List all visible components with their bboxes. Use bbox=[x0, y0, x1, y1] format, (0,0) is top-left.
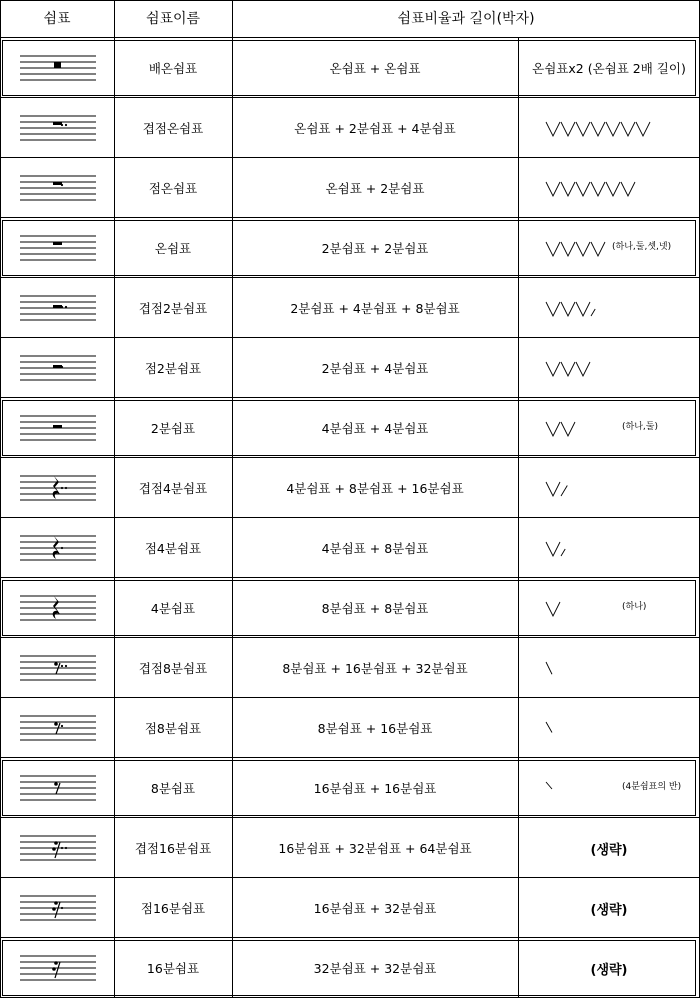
rest-dot bbox=[65, 665, 67, 667]
row-divider bbox=[0, 97, 700, 98]
rest-name: 겹점16분쉼표 bbox=[134, 841, 212, 856]
rest-ratio: 8분쉼표 + 8분쉼표 bbox=[321, 601, 429, 616]
row-divider bbox=[0, 157, 700, 158]
rest-length bbox=[518, 878, 700, 938]
rest-flag bbox=[54, 722, 58, 726]
beat-mark bbox=[546, 362, 560, 376]
double-dotted-whole-rest-icon bbox=[20, 112, 96, 144]
rest-ratio: 4분쉼표 + 4분쉼표 bbox=[321, 421, 429, 436]
rest-ratio: 4분쉼표 + 8분쉼표 bbox=[321, 541, 429, 556]
beat-marks bbox=[544, 698, 563, 758]
rest-flag bbox=[54, 662, 58, 666]
beat-mark bbox=[576, 182, 590, 196]
beat-mark bbox=[546, 302, 560, 316]
row-divider bbox=[0, 697, 700, 698]
beat-note: (하나,둘) bbox=[622, 422, 658, 432]
beat-mark bbox=[621, 122, 635, 136]
partial-beat-mark bbox=[561, 486, 567, 497]
rest-flag bbox=[54, 901, 58, 905]
length-text: (생략) bbox=[590, 842, 628, 858]
rest-name: 배온쉼표 bbox=[148, 61, 198, 76]
table-top-border bbox=[0, 0, 700, 1]
partial-beat-mark bbox=[591, 309, 595, 316]
dotted-half-rest-icon bbox=[20, 352, 96, 384]
rest-length bbox=[518, 158, 700, 218]
double-dotted-eighth-rest-icon bbox=[20, 652, 96, 684]
beat-note: (하나) bbox=[622, 602, 647, 612]
beat-mark bbox=[561, 362, 575, 376]
beat-mark bbox=[636, 122, 650, 136]
length-text: (생략) bbox=[590, 962, 628, 978]
beat-note: (4분쉼표의 반) bbox=[622, 782, 682, 792]
rest-glyph bbox=[53, 365, 62, 368]
beat-note: (하나,둘,셋,넷) bbox=[612, 242, 672, 252]
rest-name: 겹점8분쉼표 bbox=[138, 661, 208, 676]
column-divider bbox=[114, 0, 115, 998]
rest-name: 16분쉼표 bbox=[146, 961, 200, 976]
rest-ratio: 2분쉼표 + 2분쉼표 bbox=[321, 241, 429, 256]
rest-name: 겹점온쉼표 bbox=[142, 121, 204, 136]
table-row bbox=[0, 878, 700, 938]
rest-glyph bbox=[53, 305, 62, 308]
table-row bbox=[0, 818, 700, 878]
table-row bbox=[0, 158, 700, 218]
beat-mark bbox=[561, 182, 575, 196]
rest-ratio: 16분쉼표 + 16분쉼표 bbox=[313, 781, 437, 796]
beat-mark bbox=[576, 362, 590, 376]
beat-marks bbox=[544, 638, 563, 698]
rest-ratio: 2분쉼표 + 4분쉼표 bbox=[321, 361, 429, 376]
row-divider bbox=[0, 277, 700, 278]
highlight-frame bbox=[2, 40, 696, 96]
rest-flag bbox=[54, 841, 58, 845]
beat-mark bbox=[606, 182, 620, 196]
dotted-whole-rest-icon bbox=[20, 172, 96, 204]
row-divider bbox=[0, 877, 700, 878]
partial-beat-mark bbox=[546, 662, 552, 674]
header-name: 쉼표이름 bbox=[145, 11, 201, 27]
rest-ratio: 온쉼표 + 2분쉼표 bbox=[325, 181, 425, 196]
beat-mark bbox=[576, 302, 590, 316]
highlight-frame bbox=[2, 220, 696, 276]
rest-ratio: 4분쉼표 + 8분쉼표 + 16분쉼표 bbox=[286, 481, 464, 496]
rest-dot bbox=[65, 124, 67, 126]
table-row bbox=[0, 458, 700, 518]
rest-dot bbox=[65, 847, 67, 849]
row-divider bbox=[0, 517, 700, 518]
rest-length bbox=[518, 818, 700, 878]
rest-length bbox=[518, 278, 700, 338]
partial-beat-mark bbox=[546, 722, 552, 733]
rest-dot bbox=[61, 725, 63, 727]
rest-name: 겹점4분쉼표 bbox=[138, 481, 208, 496]
rest-flag bbox=[52, 907, 56, 911]
rest-name: 점4분쉼표 bbox=[144, 541, 202, 556]
row-divider bbox=[0, 397, 700, 398]
beat-mark bbox=[546, 482, 560, 496]
rest-dot bbox=[61, 665, 63, 667]
rest-ratio: 온쉼표 + 2분쉼표 + 4분쉼표 bbox=[294, 121, 456, 136]
beat-marks bbox=[544, 158, 638, 218]
beat-mark bbox=[591, 182, 605, 196]
table-row bbox=[0, 638, 700, 698]
rest-length bbox=[518, 98, 700, 158]
rest-dot bbox=[61, 306, 63, 308]
dotted-quarter-rest-icon bbox=[20, 532, 96, 564]
rest-ratio: 2분쉼표 + 4분쉼표 + 8분쉼표 bbox=[290, 301, 460, 316]
rest-length bbox=[518, 458, 700, 518]
rest-name: 겹점2분쉼표 bbox=[138, 301, 208, 316]
row-divider bbox=[0, 337, 700, 338]
beat-marks bbox=[544, 338, 593, 398]
rest-ratio: 온쉼표 + 온쉼표 bbox=[329, 61, 421, 76]
column-divider bbox=[0, 0, 1, 998]
row-divider bbox=[0, 757, 700, 758]
row-divider bbox=[0, 937, 700, 938]
beat-marks bbox=[544, 518, 578, 578]
row-divider bbox=[0, 817, 700, 818]
rest-length bbox=[518, 338, 700, 398]
table-row bbox=[0, 698, 700, 758]
rest-dot bbox=[65, 306, 67, 308]
highlight-frame bbox=[2, 940, 696, 996]
dotted-sixteenth-rest-icon bbox=[20, 892, 96, 924]
header-divider bbox=[0, 37, 700, 38]
rest-dot bbox=[61, 366, 63, 368]
rest-name: 점2분쉼표 bbox=[144, 361, 202, 376]
table-row bbox=[0, 518, 700, 578]
rest-dot bbox=[61, 847, 63, 849]
rest-dot bbox=[61, 184, 63, 186]
highlight-frame bbox=[2, 760, 696, 816]
rest-ratio: 16분쉼표 + 32분쉼표 + 64분쉼표 bbox=[278, 841, 472, 856]
rest-dot bbox=[65, 487, 67, 489]
double-dotted-quarter-rest-icon bbox=[20, 472, 96, 504]
header-symbol: 쉼표 bbox=[43, 11, 71, 27]
beat-mark bbox=[546, 542, 560, 556]
beat-mark bbox=[576, 122, 590, 136]
highlight-frame bbox=[2, 400, 696, 456]
row-divider bbox=[0, 577, 700, 578]
table-row bbox=[0, 278, 700, 338]
beat-mark bbox=[546, 122, 560, 136]
rest-length bbox=[518, 638, 700, 698]
rest-flag bbox=[52, 847, 56, 851]
table-row bbox=[0, 98, 700, 158]
rest-name: 온쉼표 bbox=[154, 241, 192, 256]
row-divider bbox=[0, 217, 700, 218]
rest-glyph bbox=[53, 182, 62, 185]
beat-mark bbox=[621, 182, 635, 196]
rest-dot bbox=[61, 487, 63, 489]
beat-marks bbox=[544, 98, 653, 158]
row-divider bbox=[0, 457, 700, 458]
beat-marks bbox=[544, 278, 608, 338]
beat-marks bbox=[544, 458, 578, 518]
beat-mark bbox=[561, 122, 575, 136]
dotted-eighth-rest-icon bbox=[20, 712, 96, 744]
column-divider bbox=[232, 0, 233, 998]
beat-mark bbox=[546, 182, 560, 196]
rest-dot bbox=[61, 124, 63, 126]
highlight-frame bbox=[2, 580, 696, 636]
table-row bbox=[0, 338, 700, 398]
length-text: (생략) bbox=[590, 902, 628, 918]
rest-name: 점16분쉼표 bbox=[140, 901, 206, 916]
beat-mark bbox=[561, 302, 575, 316]
rest-dot bbox=[61, 907, 63, 909]
rest-name: 2분쉼표 bbox=[150, 421, 196, 436]
rest-name: 점8분쉼표 bbox=[144, 721, 202, 736]
rest-name: 8분쉼표 bbox=[150, 781, 196, 796]
rest-length bbox=[518, 518, 700, 578]
rest-ratio: 32분쉼표 + 32분쉼표 bbox=[313, 961, 437, 976]
column-divider bbox=[518, 38, 519, 998]
beat-mark bbox=[591, 122, 605, 136]
rest-name: 4분쉼표 bbox=[150, 601, 196, 616]
rest-ratio: 16분쉼표 + 32분쉼표 bbox=[313, 901, 437, 916]
rest-length bbox=[518, 698, 700, 758]
rest-dot bbox=[61, 547, 63, 549]
rest-name: 점온쉼표 bbox=[148, 181, 198, 196]
partial-beat-mark bbox=[561, 549, 565, 556]
rest-ratio: 8분쉼표 + 16분쉼표 bbox=[317, 721, 433, 736]
rest-glyph bbox=[53, 122, 62, 125]
length-text: 온쉼표x2 (온쉼표 2배 길이) bbox=[532, 61, 686, 76]
header-ratio-length: 쉼표비율과 길이(박자) bbox=[397, 11, 535, 27]
beat-mark bbox=[606, 122, 620, 136]
double-dotted-half-rest-icon bbox=[20, 292, 96, 324]
double-dotted-sixteenth-rest-icon bbox=[20, 832, 96, 864]
rest-ratio: 8분쉼표 + 16분쉼표 + 32분쉼표 bbox=[282, 661, 468, 676]
row-divider bbox=[0, 637, 700, 638]
